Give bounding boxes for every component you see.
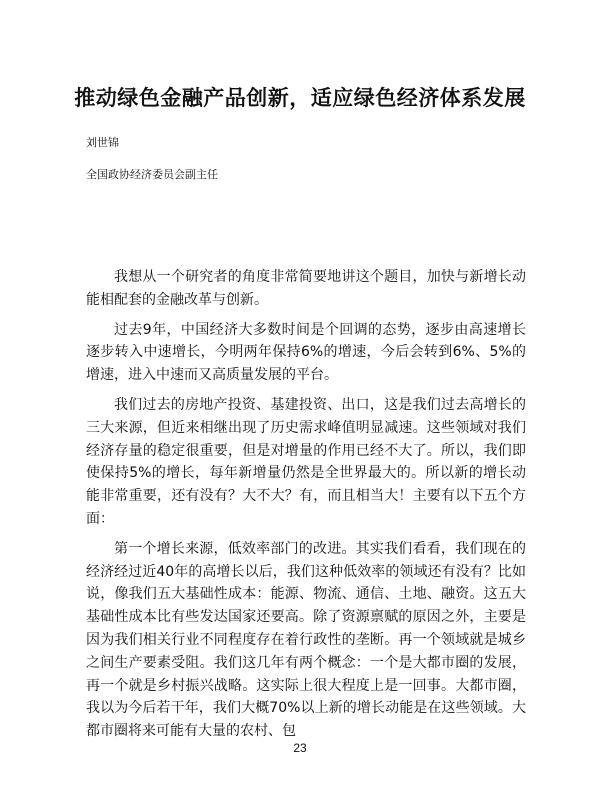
author-position: 全国政协经济委员会副主任 — [86, 168, 218, 181]
author-name: 刘世锦 — [86, 136, 119, 149]
article-title: 推动绿色金融产品创新，适应绿色经济体系发展 — [74, 86, 526, 110]
paragraph: 第一个增长来源，低效率部门的改进。其实我们看看，我们现在的经济经过近40年的高增长以后，我们这种低效率的领域还有没有？比如说，像我们五大基础性成本：能源、物流、通信、土地、融资。这五大基础性成本比有些发达国家还要高。除了资源禀赋的原因之外，主要是因为我们相关行业不同程度存在着行政性的垄断。再一个领域就是城乡之间生产要素受阻。我们这几年有两个概念：一个是大都市圈的发展，再一个就是乡村振兴战略。这实际上很大程度上是一回事。大都市圈，我以为今后若干年，我们大概70%以上新的增长动能是在这些领域。大都市圈将来可能有大量的农村、包 — [86, 540, 526, 740]
paragraph: 我想从一个研究者的角度非常简要地讲这个题目，加快与新增长动能相配套的金融改革与创新。 — [86, 269, 526, 308]
page-number: 23 — [293, 741, 307, 755]
paragraph: 过去9年，中国经济大多数时间是个回调的态势，逐步由高速增长逐步转入中速增长，今明两年保持6%的增速，今后会转到6%、5%的增速，进入中速而又高质量发展的平台。 — [86, 321, 526, 384]
article-body — [86, 266, 526, 750]
paragraph: 我们过去的房地产投资、基建投资、出口，这是我们过去高增长的三大来源，但近来相继出现了历史需求峰值明显减速。这些领域对我们经济存量的稳定很重要，但是对增量的作用已经不大了。所以，我们即使保持5%的增长，每年新增量仍然是全世界最大的。所以新的增长动能非常重要，还有没有？大不大？有，而且相当大！主要有以下五个方面： — [86, 396, 526, 527]
